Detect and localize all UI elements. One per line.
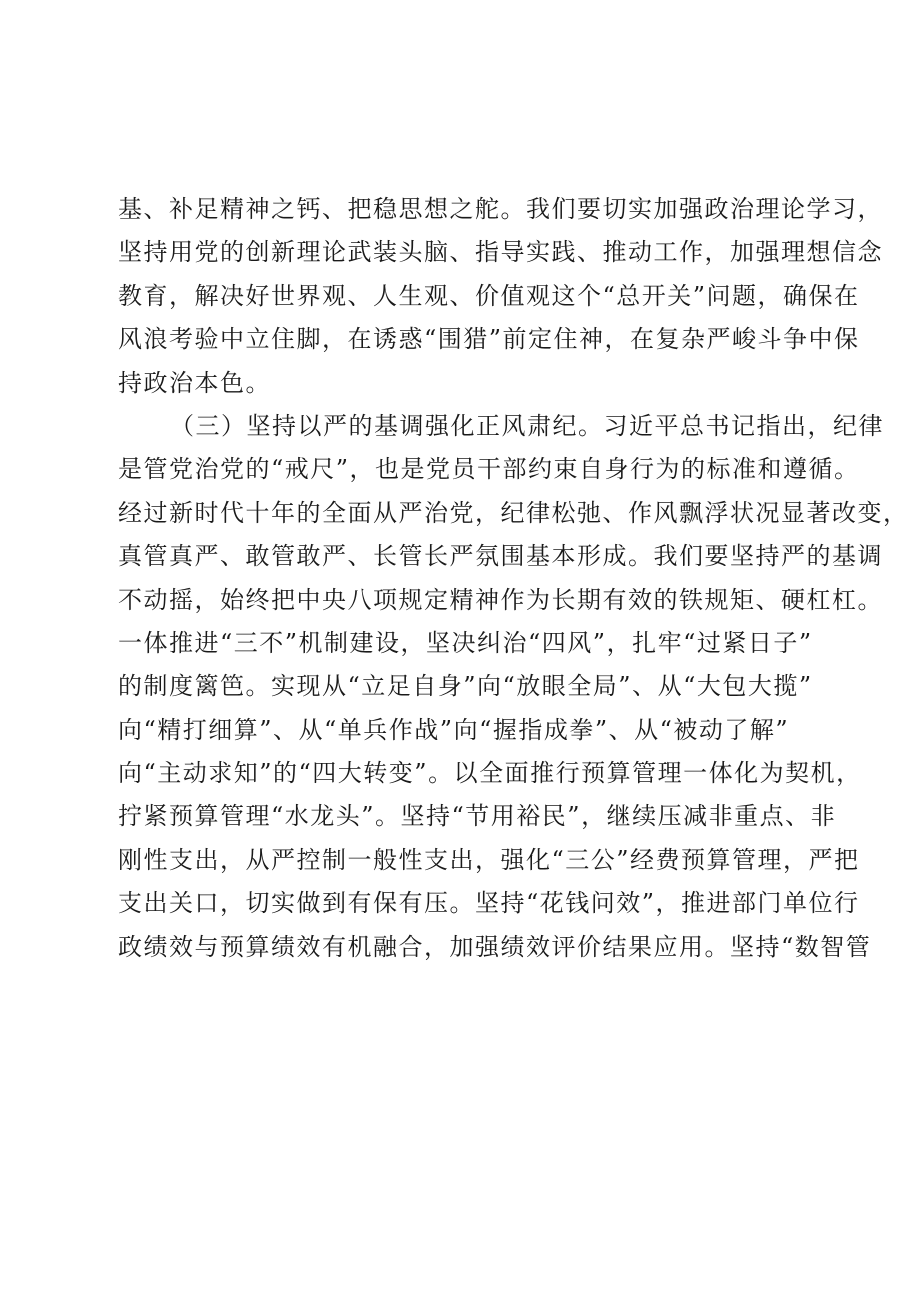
body-text	[118, 188, 909, 969]
text-line: 的制度篱笆。实现从“立足自身”向“放眼全局”、从“大包大揽”	[118, 672, 813, 701]
text-line: 支出关口，切实做到有保有压。坚持“花钱问效”，推进部门单位行	[118, 889, 860, 918]
text-line: 是管党治党的“戒尺”，也是党员干部约束自身行为的标准和遵循。	[118, 455, 860, 484]
text-line: 刚性支出，从严控制一般性支出，强化“三公”经费预算管理，严把	[118, 845, 860, 874]
text-line: 教育，解决好世界观、人生观、价值观这个“总开关”问题，确保在	[118, 281, 860, 310]
text-line: 真管真严、敢管敢严、长管长严氛围基本形成。我们要坚持严的基调	[118, 542, 883, 571]
text-line: 经过新时代十年的全面从严治党，纪律松弛、作风飘浮状况显著改变，	[118, 498, 909, 527]
text-line: 基、补足精神之钙、把稳思想之舵。我们要切实加强政治理论学习，	[118, 195, 883, 223]
text-line: 持政治本色。	[118, 368, 271, 397]
text-line: 向“主动求知”的“四大转变”。以全面推行预算管理一体化为契机，	[118, 759, 862, 788]
text-line: 不动摇，始终把中央八项规定精神作为长期有效的铁规矩、硬杠杠。	[118, 585, 883, 614]
text-line: 坚持用党的创新理论武装头脑、指导实践、推动工作，加强理想信念	[118, 238, 883, 267]
section-heading-line: （三）坚持以严的基调强化正风肃纪。习近平总书记指出，纪律	[170, 411, 884, 440]
text-line: 风浪考验中立住脚，在诱惑“围猎”前定住神，在复杂严峻斗争中保	[118, 325, 860, 354]
text-line: 一体推进“三不”机制建设，坚决纠治“四风”，扎牢“过紧日子”	[118, 628, 813, 657]
text-line: 拧紧预算管理“水龙头”。坚持“节用裕民”，继续压减非重点、非	[118, 802, 837, 831]
text-line: 政绩效与预算绩效有机融合，加强绩效评价结果应用。坚持“数智管	[118, 932, 872, 961]
text-line: 向“精打细算”、从“单兵作战”向“握指成拳”、从“被动了解”	[118, 715, 790, 744]
